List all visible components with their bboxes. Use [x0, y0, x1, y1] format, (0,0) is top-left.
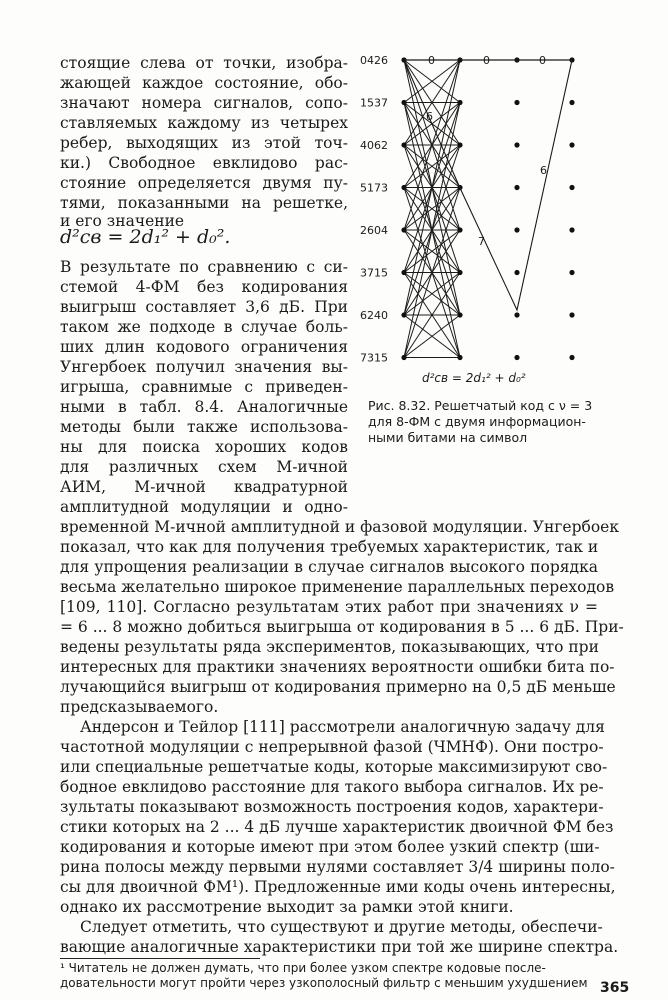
- footnote-rule: [60, 958, 260, 959]
- text-line: = 6 ... 8 можно добиться выигрыша от кодирования в 5 ... 6 дБ. При-: [60, 618, 624, 636]
- text-line: Следует отметить, что существуют и другие методы, обеспечи-: [80, 918, 603, 936]
- trellis-node: [401, 100, 406, 105]
- text-line: выигрыш составляет 3,6 дБ. При: [60, 298, 348, 316]
- path-label: 6: [426, 110, 433, 123]
- footnote-line: довательности могут пройти через узкополосный фильтр с меньшим ухудшением: [60, 976, 588, 990]
- text-line: игрыша, сравнимые с приведен-: [60, 378, 348, 396]
- path-label: 6: [540, 164, 547, 177]
- text-line: вающие аналогичные характеристики при той же ширине спектра.: [60, 938, 619, 956]
- trellis-node: [514, 227, 519, 232]
- path-label: 0: [483, 54, 490, 67]
- path-label: 7: [478, 235, 485, 248]
- trellis-node: [514, 312, 519, 317]
- trellis-node: [569, 185, 574, 190]
- trellis-node: [457, 142, 462, 147]
- text-line: и его значение: [60, 212, 185, 230]
- text-line: лучающийся выигрыш от кодирования примерно на 0,5 дБ меньше: [60, 678, 616, 696]
- text-line: временной M-ичной амплитудной и фазовой модуляции. Унгербоек: [60, 518, 620, 536]
- state-label: 1537: [360, 96, 388, 110]
- text-line: ны для поиска хороших кодов: [60, 438, 348, 456]
- text-line: весьма желательно широкое применение параллельных переходов: [60, 578, 615, 596]
- text-line: или специальные решетчатые коды, которые максимизируют сво-: [60, 758, 608, 776]
- text-line: интересных для практики значениях вероятности ошибки бита по-: [60, 658, 615, 676]
- text-line: ки.) Свободное евклидово рас-: [60, 154, 348, 172]
- trellis-node: [401, 185, 406, 190]
- trellis-figure: [352, 40, 592, 390]
- text-line: однако их рассмотрение выходит за рамки этой книги.: [60, 898, 514, 916]
- text-line: амплитудной модуляции и одно-: [60, 498, 348, 516]
- state-label: 0426: [360, 54, 388, 67]
- state-label: 7315: [360, 351, 388, 365]
- text-line: [109, 110]. Согласно результатам этих работ при значениях ν =: [60, 598, 598, 616]
- trellis-node: [457, 227, 462, 232]
- trellis-node: [457, 312, 462, 317]
- path-label: 0: [539, 54, 546, 67]
- text-line: стики которых на 2 ... 4 дБ лучше характеристик двоичной ФМ без: [60, 818, 614, 836]
- text-line: жающей каждое состояние, обо-: [60, 74, 348, 92]
- trellis-node: [401, 355, 406, 360]
- caption-line: для 8-ФМ с двумя информацион-: [368, 414, 586, 429]
- state-label: 6240: [360, 309, 388, 322]
- trellis-node: [514, 355, 519, 360]
- formula-free-distance: d²св = 2d₁² + d₀².: [60, 226, 231, 248]
- text-line: тями, показанными на решетке,: [60, 194, 348, 212]
- path-label: 0: [428, 54, 435, 67]
- text-line: сы для двоичной ФМ¹). Предложенные ими коды очень интересны,: [60, 878, 616, 896]
- trellis-node: [569, 142, 574, 147]
- text-line: стояние определяется двумя пу-: [60, 174, 348, 192]
- trellis-node: [569, 355, 574, 360]
- state-labels: [360, 54, 388, 365]
- trellis-node: [457, 270, 462, 275]
- trellis-node: [514, 270, 519, 275]
- text-line: предсказываемого.: [60, 698, 219, 716]
- trellis-node: [569, 270, 574, 275]
- caption-line: ными битами на символ: [368, 430, 528, 445]
- text-line: Унгербоек получил значения вы-: [60, 358, 348, 376]
- trellis-node: [401, 312, 406, 317]
- page-number: 365: [600, 980, 630, 996]
- text-line: таком же подходе в случае боль-: [60, 318, 348, 336]
- caption-line: Рис. 8.32. Решетчатый код с ν = 3: [368, 398, 593, 413]
- trellis-node: [514, 185, 519, 190]
- trellis-node: [457, 100, 462, 105]
- text-line: стоящие слева от точки, изобра-: [60, 54, 348, 72]
- state-label: 3715: [360, 266, 388, 280]
- text-line: методы были также использова-: [60, 418, 348, 436]
- text-line: кодирования и которые имеют при этом более узкий спектр (ши-: [60, 838, 600, 856]
- trellis-node: [569, 227, 574, 232]
- text-line: для различных схем M-ичной: [60, 458, 348, 476]
- text-line: частотной модуляции с непрерывной фазой (ЧМНФ). Они постро-: [60, 738, 604, 756]
- text-line: ведены результаты ряда экспериментов, показывающих, что при: [60, 638, 599, 656]
- text-line: ребер, выходящих из этой точ-: [60, 134, 348, 152]
- text-line: ших длин кодового ограничения: [60, 338, 348, 356]
- trellis-node: [569, 312, 574, 317]
- trellis-node: [514, 142, 519, 147]
- text-line: показал, что как для получения требуемых характеристик, так и: [60, 538, 599, 556]
- text-line: для упрощения реализации в случае сигналов высокого порядка: [60, 558, 598, 576]
- text-line: Андерсон и Тейлор [111] рассмотрели аналогичную задачу для: [80, 718, 605, 736]
- state-label: 2604: [360, 224, 388, 237]
- trellis-node: [569, 100, 574, 105]
- text-line: рина полосы между первыми нулями составляет 3/4 ширины поло-: [60, 858, 615, 876]
- trellis-node: [457, 355, 462, 360]
- text-line: бодное евклидово расстояние для такого выбора сигналов. Их ре-: [60, 778, 604, 796]
- footnote-line: ¹ Читатель не должен думать, что при более узком спектре кодовые после-: [60, 961, 546, 975]
- text-line: стемой 4-ФМ без кодирования: [60, 278, 348, 296]
- text-line: ставляемых каждому из четырех: [60, 114, 348, 132]
- text-line: В результате по сравнению с си-: [60, 258, 348, 276]
- figure-formula: d²св = 2d₁² + d₀²: [422, 371, 526, 385]
- state-label: 5173: [360, 181, 388, 195]
- trellis-node: [401, 270, 406, 275]
- text-line: ными в табл. 8.4. Аналогичные: [60, 398, 348, 416]
- trellis-node: [401, 227, 406, 232]
- trellis-node: [401, 142, 406, 147]
- state-label: 4062: [360, 139, 388, 152]
- trellis-node: [514, 100, 519, 105]
- text-line: зультаты показывают возможность построения кодов, характери-: [60, 798, 604, 816]
- text-line: АИМ, M-ичной квадратурной: [60, 478, 348, 496]
- trellis-edges: [404, 60, 460, 358]
- figure-caption: [368, 398, 604, 446]
- text-line: значают номера сигналов, сопо-: [60, 94, 348, 112]
